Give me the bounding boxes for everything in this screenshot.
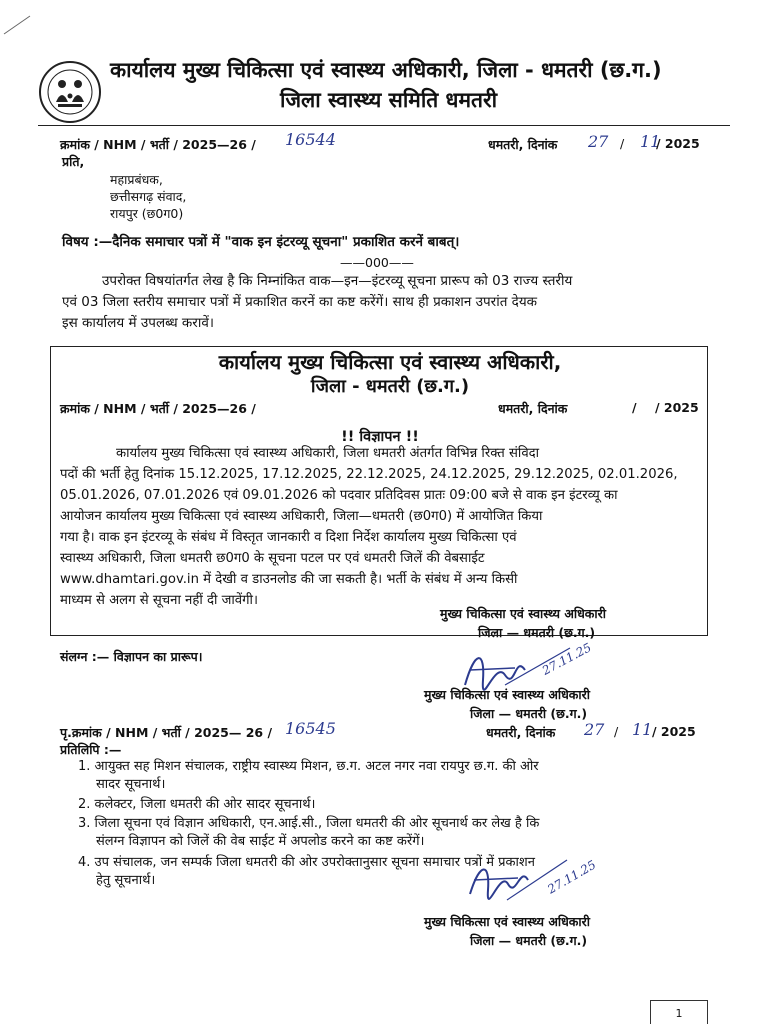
advertisement-body-line: 05.01.2026, 07.01.2026 एवं 09.01.2026 को पदवार प्रतिदिवस प्रातः 09:00 बजे से वाक इन इंटरव्यू का [60,488,618,503]
office-header: कार्यालय मुख्य चिकित्सा एवं स्वास्थ्य अधिकारी, जिला - धमतरी (छ.ग.) [110,58,662,82]
letter-body-line: इस कार्यालय में उपलब्ध करावें। [62,315,214,331]
letter-body [62,271,572,334]
advertisement-body [60,443,678,611]
signature-1-district: जिला — धमतरी (छ.ग.) [470,706,588,721]
signature-2-title: मुख्य चिकित्सा एवं स्वास्थ्य अधिकारी [424,914,590,929]
advertisement-body-line: www.dhamtari.gov.in में देखी व डाउनलोड की जा सकती है। भर्ती के संबंध में अन्य किसी [60,572,518,587]
header-divider [38,125,730,126]
advertisement-date-label: धमतरी, दिनांक [498,401,568,416]
advertisement-title: कार्यालय मुख्य चिकित्सा एवं स्वास्थ्य अधिकारी, [218,350,562,374]
letter-body-line: उपरोक्त विषयांतर्गत लेख है कि निम्नांकित वाक—इन—इंटरव्यू सूचना प्रारूप को 03 राज्य स्तरीय [102,273,573,289]
advertisement-ref-label: क्रमांक / NHM / भर्ती / 2025—26 / [60,401,256,416]
advertisement-body-line: माध्यम से अलग से सूचना नहीं दी जावेंगी। [60,593,258,608]
copy-date-year: / 2025 [652,724,696,739]
letter-body-line: एवं 03 जिला स्तरीय समाचार पत्रों में प्रकाशित करनें का कष्ट करेंगें। साथ ही प्रकाशन उपरांत देयक [62,294,538,310]
advertisement-body-line: स्वास्थ्य अधिकारी, जिला धमतरी छ0ग0 के सूचना पटल पर एवं धमतरी जिलें की वेबसाईट [60,551,485,566]
copy-ref-number: 16545 [285,719,336,738]
advertisement-body-line: पदों की भर्ती हेतु दिनांक 15.12.2025, 17.12.2025, 22.12.2025, 24.12.2025, 29.12.2025, 02.01.2026, [60,467,678,482]
copy-item: सादर सूचनार्थ। [96,777,166,792]
copy-item: संलग्न विज्ञापन को जिलें की वेब साईट में अपलोड करने का कष्ट करेंगें। [96,834,425,849]
copy-ref-label: पृ.क्रमांक / NHM / भर्ती / 2025— 26 / [60,725,273,740]
signature-2-date: 27.11.25 [545,857,599,897]
recipient-line: छत्तीसगढ़ संवाद, [110,189,187,204]
copy-item: 3. जिला सूचना एवं विज्ञान अधिकारी, एन.आई.सी., जिला धमतरी की ओर सूचनार्थ कर लेख है कि [78,816,540,831]
signature-2-district: जिला — धमतरी (छ.ग.) [470,933,588,948]
advertisement-sign-district: जिला — धमतरी (छ.ग.) [478,625,596,640]
separator: ——000—— [340,255,414,270]
advertisement-sign-title: मुख्य चिकित्सा एवं स्वास्थ्य अधिकारी [440,606,606,621]
copy-date-label: धमतरी, दिनांक [486,725,556,740]
letter-date-label: धमतरी, दिनांक [488,137,558,152]
advertisement-body-line: आयोजन कार्यालय मुख्य चिकित्सा एवं स्वास्थ्य अधिकारी, जिला—धमतरी (छ0ग0) में आयोजित किया [60,509,543,524]
recipient-line: महाप्रबंधक, [110,172,163,187]
advertisement-body-line: कार्यालय मुख्य चिकित्सा एवं स्वास्थ्य अधिकारी, जिला धमतरी अंतर्गत विभिन्न रिक्त संविदा [116,446,540,461]
letter-ref-label: क्रमांक / NHM / भर्ती / 2025—26 / [60,137,256,152]
letter-date-month: 11 [640,132,661,151]
letter-date-year: / 2025 [656,136,700,151]
copy-item: 2. कलेक्टर, जिला धमतरी की ओर सादर सूचनार्थ। [78,797,316,812]
page-number: 1 [650,1000,708,1024]
advertisement-body-line: गया है। वाक इन इंटरव्यू के संबंध में विस्तृत जानकारी व दिशा निर्देश कार्यालय मुख्य चिकित्सा एवं [60,530,517,545]
nhm-logo-icon [38,60,102,124]
signature-1-title: मुख्य चिकित्सा एवं स्वास्थ्य अधिकारी [424,687,590,702]
subject-line: विषय :—दैनिक समाचार पत्रों में "वाक इन इंटरव्यू सूचना" प्रकाशित करनें बाबत्। [62,234,460,250]
copy-label: प्रतिलिपि :— [60,742,122,757]
letter-date-day: 27 [588,132,609,151]
enclosure-line: संलग्न :— विज्ञापन का प्रारूप। [60,649,203,664]
advertisement-date-year: / 2025 [655,400,699,415]
copy-item: 4. उप संचालक, जन सम्पर्क जिला धमतरी की ओर उपरोक्तानुसार सूचना समाचार पत्रों में प्रकाशन [78,855,535,870]
copy-date-month: 11 [632,720,653,739]
advertisement-date-blank: / [632,400,637,415]
recipient-line: रायपुर (छ0ग0) [110,206,184,221]
copy-item: 1. आयुक्त सह मिशन संचालक, राष्ट्रीय स्वास्थ्य मिशन, छ.ग. अटल नगर नवा रायपुर छ.ग. की ओर [78,759,539,774]
copy-date-day: 27 [584,720,605,739]
copy-list [78,758,718,888]
to-label: प्रति, [62,154,85,169]
committee-header: जिला स्वास्थ्य समिति धमतरी [280,88,498,112]
advertisement-subtitle: जिला - धमतरी (छ.ग.) [310,376,470,397]
signature-1-date: 27.11.25 [539,640,594,678]
letter-ref-number: 16544 [285,130,336,149]
copy-item: हेतु सूचनार्थ। [96,873,156,888]
pen-mark [0,0,40,40]
advertisement-heading: !! विज्ञापन !! [341,429,419,445]
